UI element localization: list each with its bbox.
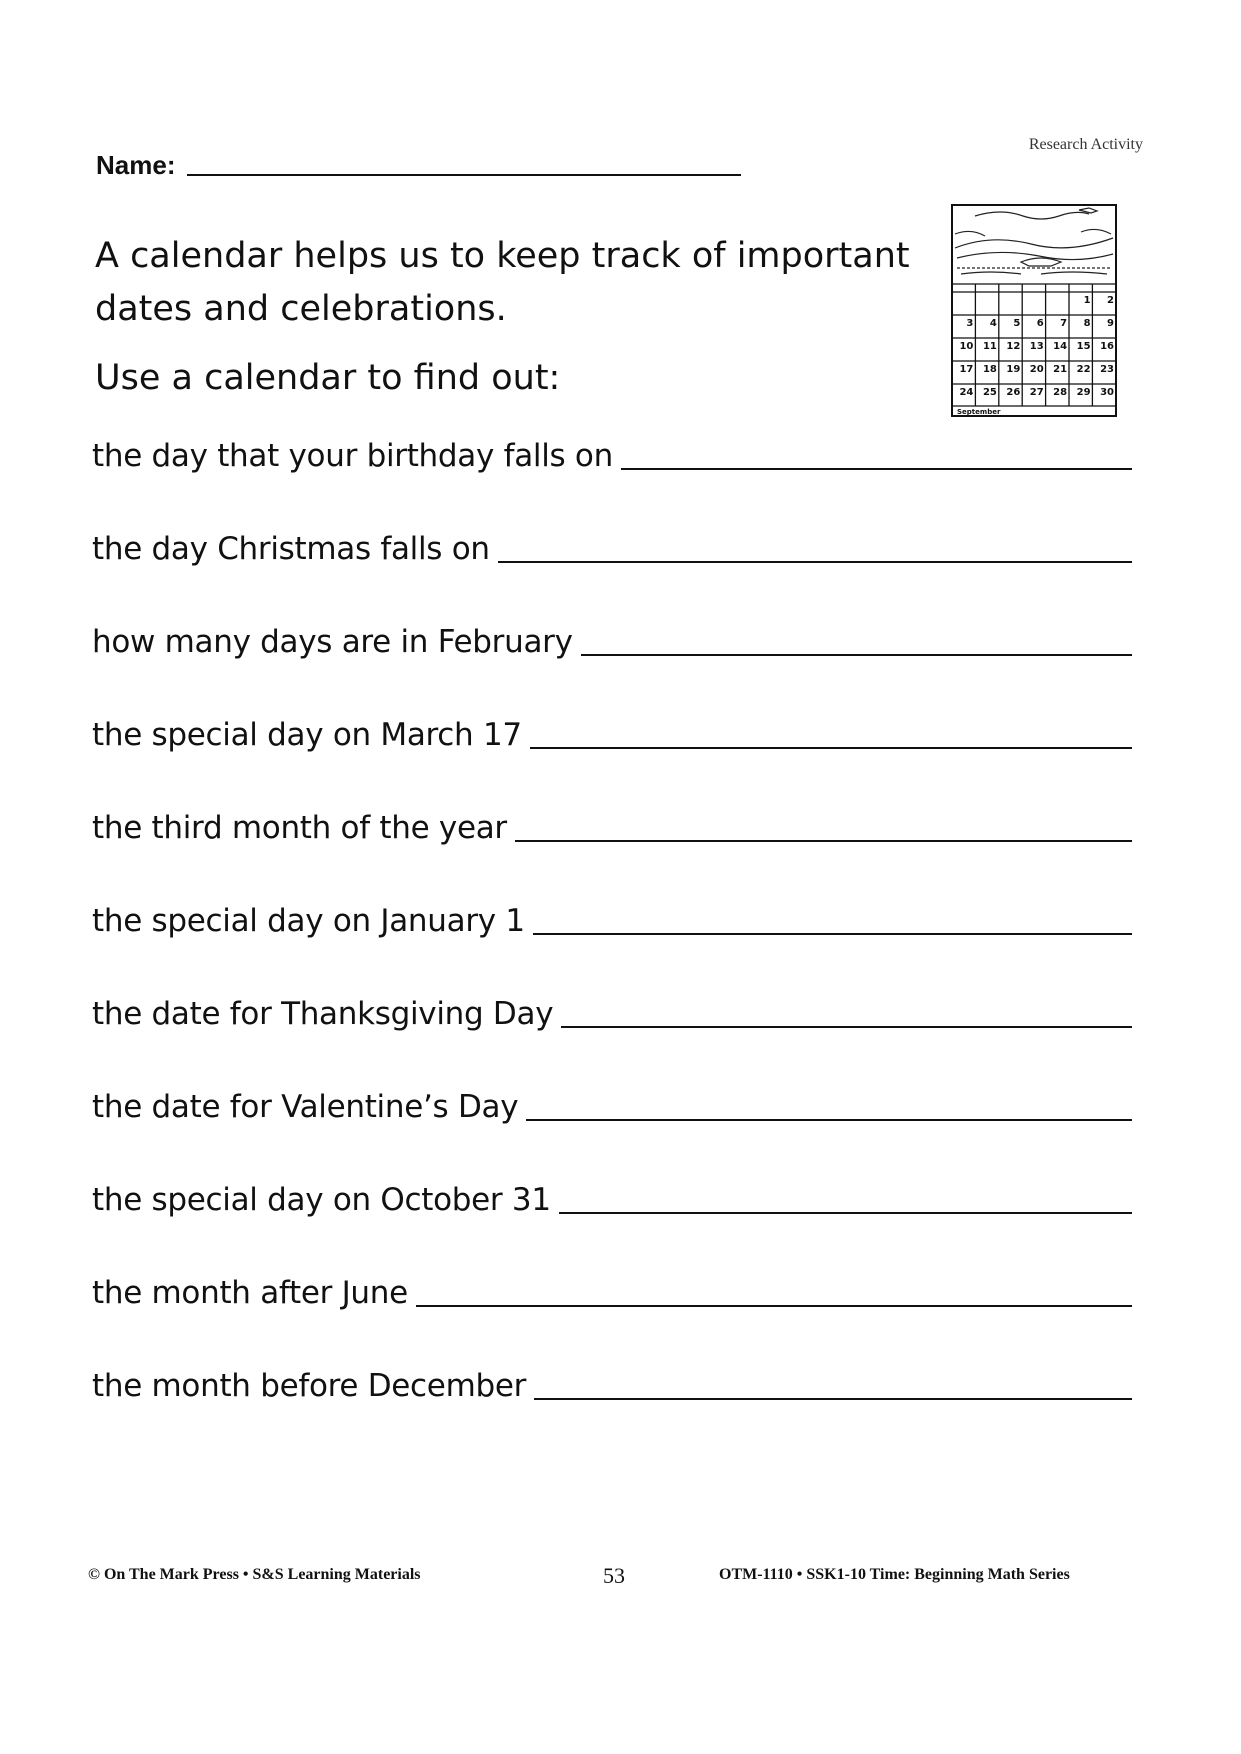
answer-line[interactable] xyxy=(515,840,1132,842)
calendar-day-number: 25 xyxy=(982,387,997,398)
calendar-day-number: 9 xyxy=(1107,318,1114,329)
calendar-day-number: 17 xyxy=(959,364,974,375)
question-label: the special day on January 1 xyxy=(92,903,525,939)
calendar-day-number: 14 xyxy=(1053,341,1068,352)
calendar-day-number: 8 xyxy=(1083,318,1091,329)
calendar-day-number: 28 xyxy=(1053,387,1068,398)
question-row xyxy=(92,903,1132,939)
question-label: the date for Valentine’s Day xyxy=(92,1089,519,1125)
calendar-day-number: 13 xyxy=(1029,341,1044,352)
question-row xyxy=(92,531,1132,567)
calendar-day-number: 15 xyxy=(1076,341,1091,352)
question-row xyxy=(92,624,1132,660)
question-row xyxy=(92,1089,1132,1125)
question-label: the special day on March 17 xyxy=(92,717,522,753)
calendar-day-number: 22 xyxy=(1076,364,1091,375)
calendar-icon xyxy=(951,204,1117,417)
calendar-day-number: 1 xyxy=(1083,295,1091,306)
calendar-day-number: 30 xyxy=(1100,387,1114,398)
intro-line-1: A calendar helps us to keep track of important xyxy=(95,236,910,276)
question-label: the month after June xyxy=(92,1275,408,1311)
answer-line[interactable] xyxy=(621,468,1132,470)
calendar-day-number: 12 xyxy=(1006,341,1021,352)
name-field xyxy=(96,150,741,181)
intro-text xyxy=(95,230,935,336)
calendar-day-number: 24 xyxy=(959,387,974,398)
question-label: the special day on October 31 xyxy=(92,1182,551,1218)
calendar-day-number: 7 xyxy=(1060,318,1068,329)
calendar-day-number: 18 xyxy=(982,364,997,375)
answer-line[interactable] xyxy=(498,561,1132,563)
calendar-day-number: 10 xyxy=(959,341,974,352)
answer-line[interactable] xyxy=(534,1398,1132,1400)
calendar-day-number: 20 xyxy=(1029,364,1044,375)
page-number: 53 xyxy=(603,1563,625,1588)
calendar-day-number: 27 xyxy=(1029,387,1044,398)
answer-line[interactable] xyxy=(581,654,1132,656)
question-row xyxy=(92,810,1132,846)
answer-line[interactable] xyxy=(533,933,1132,935)
question-row xyxy=(92,996,1132,1032)
section-tag: Research Activity xyxy=(1028,136,1143,153)
calendar-day-number: 2 xyxy=(1107,295,1114,306)
question-label: the day that your birthday falls on xyxy=(92,438,613,474)
calendar-day-number: 6 xyxy=(1036,318,1044,329)
calendar-day-number: 3 xyxy=(966,318,974,329)
calendar-day-number: 11 xyxy=(982,341,997,352)
footer-series: OTM-1110 • SSK1-10 Time: Beginning Math Series xyxy=(719,1566,1070,1583)
question-row xyxy=(92,717,1132,753)
answer-line[interactable] xyxy=(416,1305,1132,1307)
calendar-day-number: 16 xyxy=(1100,341,1114,352)
calendar-day-number: 4 xyxy=(989,318,997,329)
question-row xyxy=(92,1275,1132,1311)
name-label: Name: xyxy=(96,150,176,180)
calendar-day-number: 19 xyxy=(1006,364,1021,375)
question-label: the day Christmas falls on xyxy=(92,531,490,567)
question-row xyxy=(92,1368,1132,1404)
calendar-day-number: 29 xyxy=(1076,387,1091,398)
answer-line[interactable] xyxy=(561,1026,1132,1028)
answer-line[interactable] xyxy=(526,1119,1132,1121)
calendar-month-label: September xyxy=(957,408,1001,416)
question-label: the third month of the year xyxy=(92,810,507,846)
name-answer-line[interactable] xyxy=(187,174,741,176)
answer-line[interactable] xyxy=(530,747,1132,749)
question-label: the date for Thanksgiving Day xyxy=(92,996,554,1032)
question-label: the month before December xyxy=(92,1368,527,1404)
calendar-day-number: 23 xyxy=(1100,364,1114,375)
footer-copyright: © On The Mark Press • S&S Learning Materials xyxy=(88,1566,421,1583)
answer-line[interactable] xyxy=(559,1212,1132,1214)
intro-line-2: dates and celebrations. xyxy=(95,289,507,329)
calendar-day-number: 21 xyxy=(1053,364,1068,375)
question-row xyxy=(92,438,1132,474)
question-row xyxy=(92,1182,1132,1218)
calendar-day-number: 26 xyxy=(1006,387,1021,398)
calendar-day-number: 5 xyxy=(1013,318,1021,329)
question-label: how many days are in February xyxy=(92,624,573,660)
instruction-text: Use a calendar to find out: xyxy=(95,358,561,398)
